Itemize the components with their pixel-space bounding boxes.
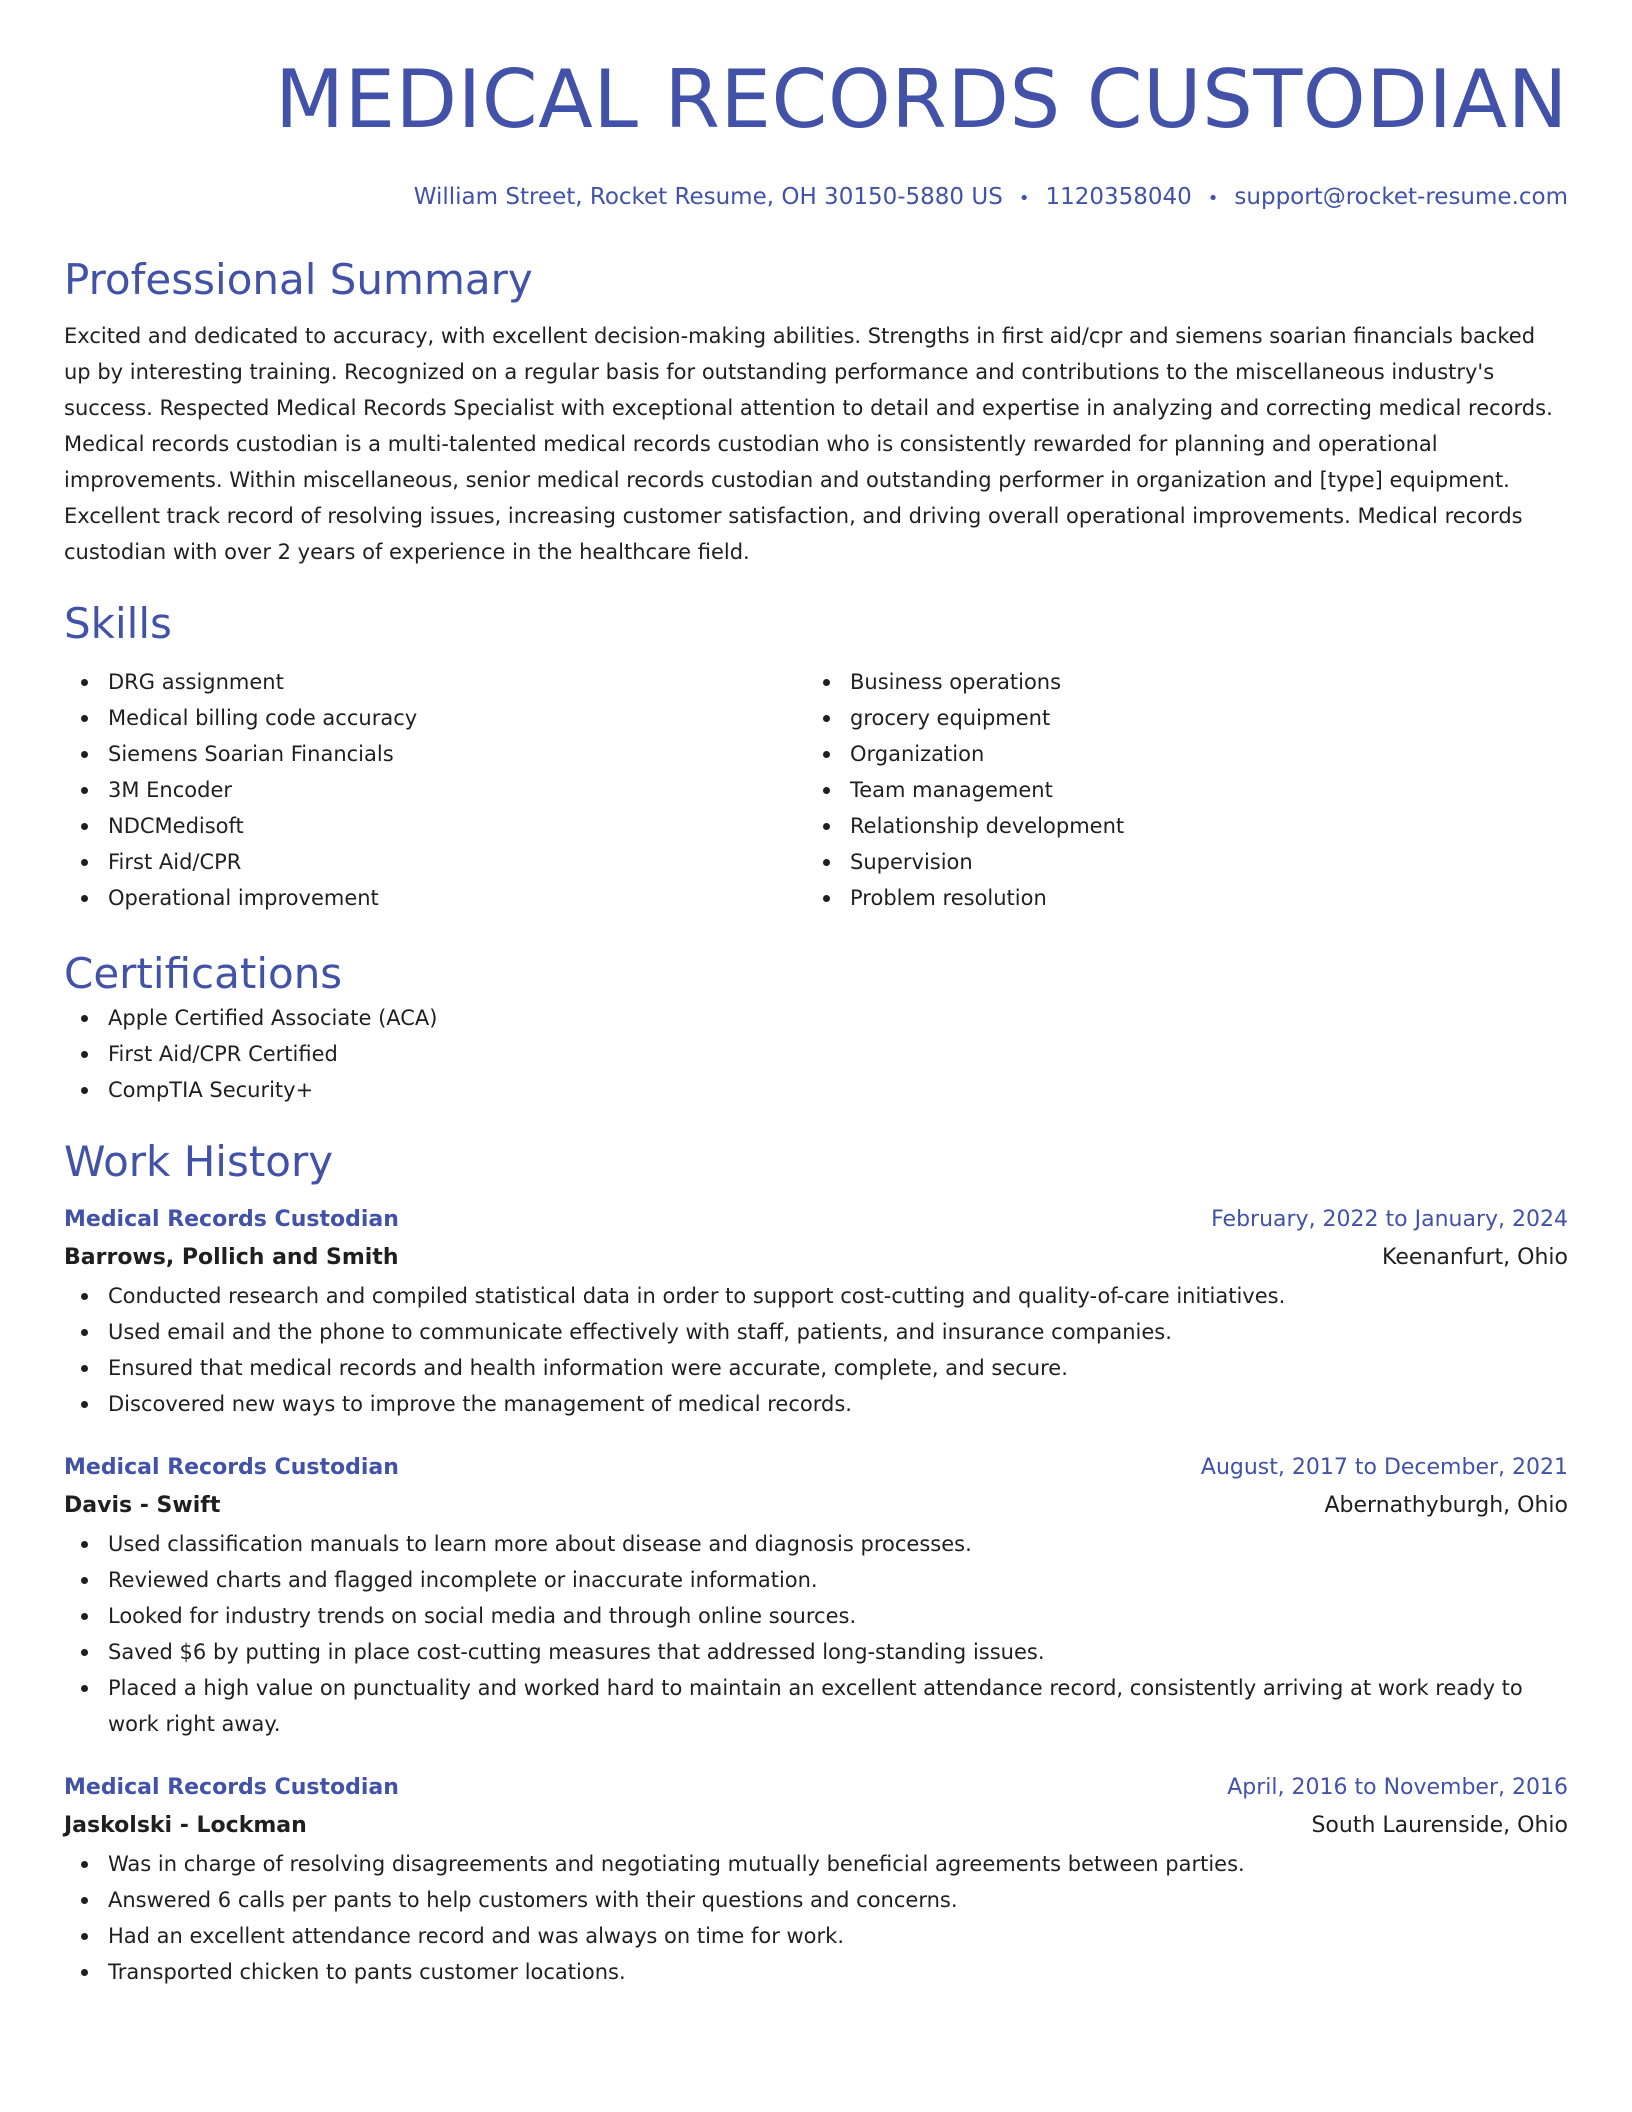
certification-item: Apple Certified Associate (ACA) — [64, 1000, 1568, 1036]
job-title-row — [64, 1770, 1568, 1806]
skill-item: 3M Encoder — [64, 772, 806, 808]
skill-item: Supervision — [806, 844, 1568, 880]
job-duty: Used classification manuals to learn more about disease and diagnosis processes. — [64, 1526, 1568, 1562]
job-company: Jaskolski - Lockman — [64, 1813, 307, 1838]
job-title-row — [64, 1450, 1568, 1486]
contact-separator: • — [1018, 188, 1030, 209]
job-company: Barrows, Pollich and Smith — [64, 1245, 399, 1270]
job-title: Medical Records Custodian — [64, 1207, 399, 1232]
skills-heading: Skills — [64, 599, 172, 648]
certification-item: First Aid/CPR Certified — [64, 1036, 1568, 1072]
job-duty: Reviewed charts and flagged incomplete or inaccurate information. — [64, 1562, 1568, 1598]
skill-item: Problem resolution — [806, 880, 1568, 916]
skills-list-left — [64, 664, 806, 916]
job-dates: August, 2017 to December, 2021 — [1200, 1455, 1568, 1480]
skill-item: Siemens Soarian Financials — [64, 736, 806, 772]
skill-item: grocery equipment — [806, 700, 1568, 736]
skill-item: NDCMedisoft — [64, 808, 806, 844]
job-duties-list — [64, 1278, 1568, 1422]
job-duty: Answered 6 calls per pants to help customers with their questions and concerns. — [64, 1882, 1568, 1918]
job-entry — [64, 1770, 1568, 1990]
work-history-heading: Work History — [64, 1137, 334, 1186]
job-company-row — [64, 1806, 1568, 1846]
skill-item: Business operations — [806, 664, 1568, 700]
contact-email[interactable]: support@rocket-resume.com — [1234, 184, 1568, 210]
skills-columns — [64, 664, 1568, 916]
job-title-row — [64, 1202, 1568, 1238]
job-location: Abernathyburgh, Ohio — [1324, 1493, 1568, 1518]
skill-item: Medical billing code accuracy — [64, 700, 806, 736]
skill-item: DRG assignment — [64, 664, 806, 700]
skill-item: Organization — [806, 736, 1568, 772]
job-location: Keenanfurt, Ohio — [1382, 1245, 1568, 1270]
job-title: Medical Records Custodian — [64, 1775, 399, 1800]
job-duties-list — [64, 1846, 1568, 1990]
certifications-list — [64, 1000, 1568, 1108]
job-duty: Conducted research and compiled statistical data in order to support cost-cutting and quality-of-care initiatives. — [64, 1278, 1568, 1314]
job-duty: Discovered new ways to improve the management of medical records. — [64, 1386, 1568, 1422]
contact-separator: • — [1207, 188, 1219, 209]
job-duty: Looked for industry trends on social media and through online sources. — [64, 1598, 1568, 1634]
job-duty: Saved $6 by putting in place cost-cutting measures that addressed long-standing issues. — [64, 1634, 1568, 1670]
contact-line — [64, 182, 1568, 214]
certifications-heading: Certifications — [64, 949, 343, 998]
job-duty: Transported chicken to pants customer locations. — [64, 1954, 1568, 1990]
job-dates: February, 2022 to January, 2024 — [1211, 1207, 1568, 1232]
skill-item: First Aid/CPR — [64, 844, 806, 880]
job-company: Davis - Swift — [64, 1493, 221, 1518]
summary-heading: Professional Summary — [64, 255, 533, 304]
contact-address: William Street, Rocket Resume, OH 30150-5880 US — [413, 184, 1003, 210]
summary-text: Excited and dedicated to accuracy, with excellent decision-making abilities. Strengths in first aid/cpr and siemens soarian financials backed up by interesting training. Recognized on a regular basis for outstanding performance and contributions to the miscellaneous industry's success. Respected Medical Records Specialist with exceptional attention to detail and expertise in analyzing and correcting medical records. Medical records custodian is a multi-talented medical records custodian who is consistently rewarded for planning and operational improvements. Within miscellaneous, senior medical records custodian and outstanding performer in organization and [type] equipment. Excellent track record of resolving issues, increasing customer satisfaction, and driving overall operational improvements. Medical records custodian with over 2 years of experience in the healthcare field. — [64, 324, 1553, 564]
skills-list-right — [806, 664, 1568, 916]
contact-phone[interactable]: 1120358040 — [1045, 184, 1192, 210]
certification-item: CompTIA Security+ — [64, 1072, 1568, 1108]
job-dates: April, 2016 to November, 2016 — [1227, 1775, 1568, 1800]
job-duty: Had an excellent attendance record and was always on time for work. — [64, 1918, 1568, 1954]
job-duty: Was in charge of resolving disagreements and negotiating mutually beneficial agreements between parties. — [64, 1846, 1568, 1882]
job-company-row — [64, 1238, 1568, 1278]
skill-item: Operational improvement — [64, 880, 806, 916]
job-duty: Ensured that medical records and health information were accurate, complete, and secure. — [64, 1350, 1568, 1386]
skill-item: Relationship development — [806, 808, 1568, 844]
job-duty: Placed a high value on punctuality and worked hard to maintain an excellent attendance record, consistently arriving at work ready to work right away. — [64, 1670, 1568, 1742]
job-company-row — [64, 1486, 1568, 1526]
job-duties-list — [64, 1526, 1568, 1742]
job-entry — [64, 1202, 1568, 1422]
job-location: South Laurenside, Ohio — [1311, 1813, 1568, 1838]
job-title: Medical Records Custodian — [64, 1455, 399, 1480]
candidate-name: MEDICAL RECORDS CUSTODIAN — [274, 53, 1568, 146]
job-entry — [64, 1450, 1568, 1742]
skill-item: Team management — [806, 772, 1568, 808]
job-duty: Used email and the phone to communicate effectively with staff, patients, and insurance companies. — [64, 1314, 1568, 1350]
